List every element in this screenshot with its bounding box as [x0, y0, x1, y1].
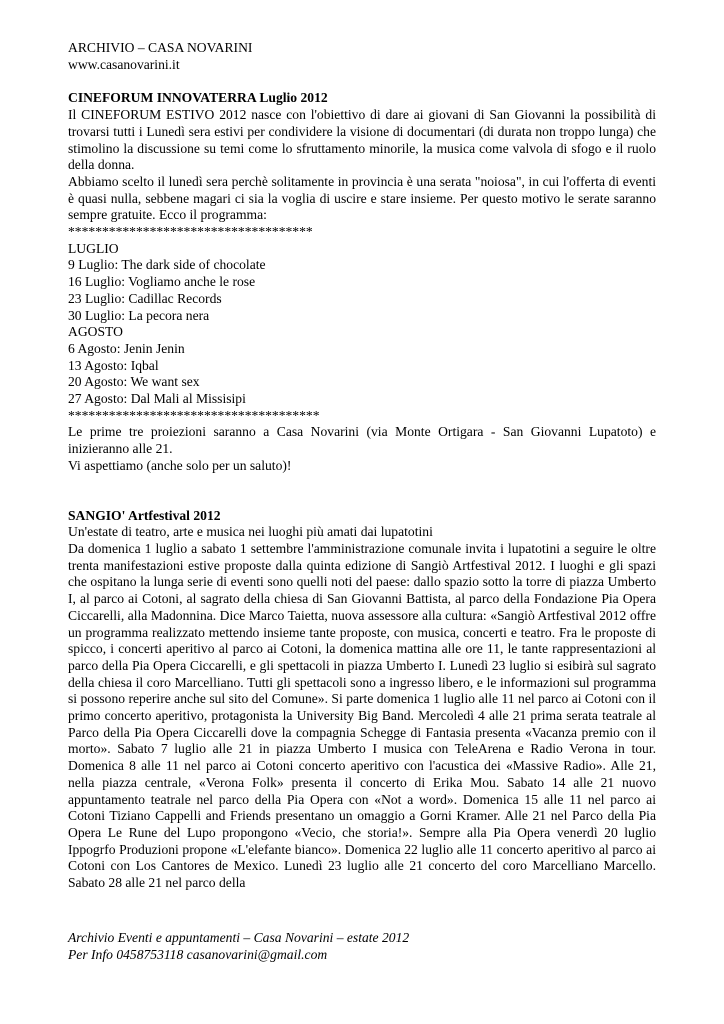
cineforum-location: Le prime tre proiezioni saranno a Casa Novarini (via Monte Ortigara - San Giovanni Lupatoto) e inizieranno alle 21.: [68, 424, 656, 457]
cineforum-title: CINEFORUM INNOVATERRA Luglio 2012: [68, 90, 328, 106]
program-item: 23 Luglio: Cadillac Records: [68, 290, 222, 306]
program-item: 27 Agosto: Dal Mali al Missisipi: [68, 391, 246, 407]
document-page: [68, 40, 656, 892]
footer-archive-line: Archivio Eventi e appuntamenti – Casa Novarini – estate 2012: [68, 930, 410, 945]
header-website: www.casanovarini.it: [68, 56, 180, 72]
sangio-body: Da domenica 1 luglio a sabato 1 settembre l'amministrazione comunale invita i lupatotini a seguire le oltre trenta manifestazioni estive proposte dalla quinta edizione di Sangiò Artfestival 2012. I luoghi e gli spazi che ospitano la lunga serie di eventi sono quelli noti del paese: dallo spazio sotto la torre di piazza Umberto I, al parco ai Cotoni, al sagrato della chiesa di San Giovanni Battista, al parco della Fondazione Pia Opera Ciccarelli, alla Madonnina. Dice Marco Taietta, nuova assessore alla cultura: «Sangiò Artfestival 2012 offre un programma realizzato mettendo insieme tante proposte, con musica, concerti e teatro. Fra le proposte di spicco, i concerti aperitivo al parco ai Cotoni, la domenica mattina alle ore 11, le tante rappresentazioni al parco della Pia Opera Ciccarelli, e gli spettacoli in piazza Umberto I. Lunedì 23 luglio si esibirà sul sagrato della chiesa il coro Marcelliano. Tutti gli spettacoli sono a ingresso libero, e le informazioni sul programma si possono reperire anche sul sito del Comune». Si parte domenica 1 luglio alle 11 nel parco ai Cotoni con il primo concerto aperitivo, protagonista la University Big Band. Mercoledì 4 alle 21 prima serata teatrale al Parco della Pia Opera Ciccarelli dove la compagnia Schegge di Fantasia presenta «Vacanza premio con il morto». Sabato 7 luglio alle 21 in piazza Umberto I musica con TeleArena e Radio Verona in tour. Domenica 8 alle 11 nel parco ai Cotoni concerto aperitivo con l'acustica dei «Massive Radio». Alle 21, nella piazza centrale, «Verona Folk» presenta il concerto di Erika Mou. Sabato 14 alle 21 nuovo appuntamento teatrale nel parco della Pia Opera con «Not a word». Domenica 15 alle 11 nel parco ai Cotoni Tiziano Cappelli and Friends presentano un omaggio a Gorni Kramer. Alle 21 nel Parco della Pia Opera Le Rune del Lupo propongono «Vecio, che storia!». Sempre alla Pia Opera venerdì 20 luglio Ippogrfo Produzioni propone «L'elefante bianco». Domenica 22 luglio alle 11 concerto aperitivo al parco ai Cotoni con Los Cantores de Mexico. Lunedì 23 luglio alle 21 concerto del coro Marcelliano Marcello. Sabato 28 alle 21 nel parco della: [68, 540, 656, 891]
program-item: 13 Agosto: Iqbal: [68, 357, 159, 373]
cineforum-greeting: Vi aspettiamo (anche solo per un saluto)!: [68, 457, 292, 473]
separator-stars: ************************************: [68, 224, 313, 240]
program-item: 20 Agosto: We want sex: [68, 374, 200, 390]
sangio-title: SANGIO' Artfestival 2012: [68, 507, 221, 523]
cineforum-intro: Il CINEFORUM ESTIVO 2012 nasce con l'obiettivo di dare ai giovani di San Giovanni la possibilità di trovarsi tutti i Lunedì sera estivi per condividere la visione di documentari (di durata non troppo lunga) che stimolino la discussione su temi come lo sfruttamento minorile, la musica come valvola di sfogo e il ruolo della donna.: [68, 107, 656, 173]
separator-stars: *************************************: [68, 407, 320, 423]
month-heading-agosto: AGOSTO: [68, 324, 123, 340]
program-item: 16 Luglio: Vogliamo anche le rose: [68, 274, 256, 290]
program-item: 30 Luglio: La pecora nera: [68, 307, 210, 323]
month-heading-luglio: LUGLIO: [68, 240, 119, 256]
cineforum-description: Abbiamo scelto il lunedì sera perchè solitamente in provincia è una serata "noiosa", in cui l'offerta di eventi è quasi nulla, sebbene magari ci sia la voglia di uscire e stare insieme. Per questo motivo le serate saranno sempre gratuite. Ecco il programma:: [68, 173, 656, 223]
header-title: ARCHIVIO – CASA NOVARINI: [68, 40, 253, 55]
page-footer: [68, 930, 656, 963]
sangio-subtitle: Un'estate di teatro, arte e musica nei luoghi più amati dai lupatotini: [68, 524, 433, 540]
program-item: 6 Agosto: Jenin Jenin: [68, 340, 185, 356]
program-item: 9 Luglio: The dark side of chocolate: [68, 257, 266, 273]
footer-contact-line: Per Info 0458753118 casanovarini@gmail.com: [68, 946, 328, 962]
